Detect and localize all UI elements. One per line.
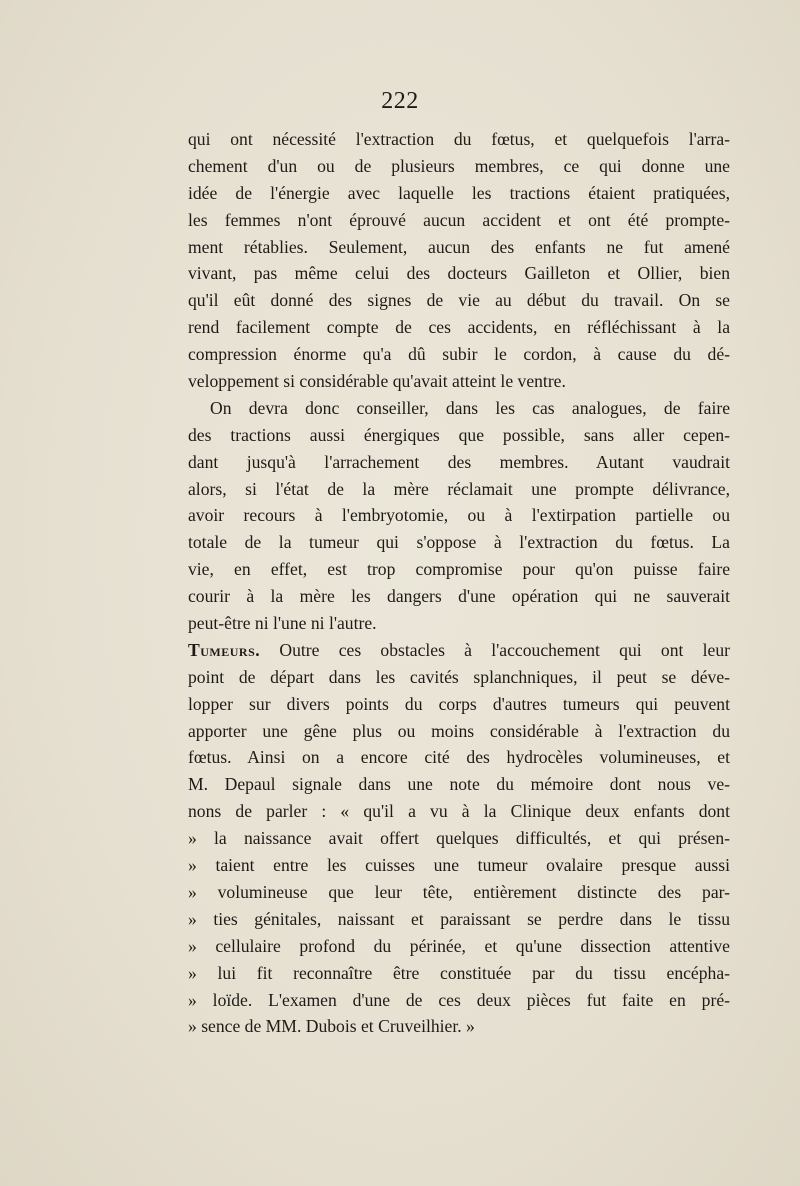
text-line: qu'il eût donné des signes de vie au début du travail. On se [188,290,730,311]
text-line: des tractions aussi énergiques que possible, sans aller cepen- [188,424,730,445]
text-line: les femmes n'ont éprouvé aucun accident et ont été prompte- [188,209,730,230]
text-line: qui ont nécessité l'extraction du fœtus, et quelquefois l'arra- [188,129,730,149]
text-line: courir à la mère les dangers d'une opération qui ne sauverait [188,586,730,607]
text-line: dant jusqu'à l'arrachement des membres. Autant vaudrait [188,451,730,472]
body-text [188,126,730,1040]
text-line: point de départ dans les cavités splanchniques, il peut se déve- [188,666,730,687]
text-line: vie, en effet, est trop compromise pour qu'on puisse faire [188,559,730,580]
text-line: idée de l'énergie avec laquelle les tractions étaient pratiquées, [188,182,730,203]
text-line: Outre ces obstacles à l'accouchement qui ont leur [279,639,730,660]
text-line: » ties génitales, naissant et paraissant se perdre dans le tissu [188,908,730,929]
text-line: » lui fit reconnaître être constituée par du tissu encépha- [188,962,730,983]
text-line: totale de la tumeur qui s'oppose à l'extraction du fœtus. La [188,532,730,553]
section-heading: Tumeurs. [188,639,261,660]
text-line: » volumineuse que leur tête, entièrement distincte des par- [188,881,730,902]
text-line: » taient entre les cuisses une tumeur ovalaire presque aussi [188,855,730,876]
page-number: 222 [381,88,419,114]
text-line: peut-être ni l'une ni l'autre. [188,613,377,634]
text-line: veloppement si considérable qu'avait atteint le ventre. [188,371,566,392]
text-line: rend facilement compte de ces accidents, en réfléchissant à la [188,317,730,338]
text-line: On devra donc conseiller, dans les cas analogues, de faire [210,397,730,418]
text-line: nons de parler : « qu'il a vu à la Clinique deux enfants dont [188,801,730,822]
text-line: vivant, pas même celui des docteurs Gailleton et Ollier, bien [188,263,730,284]
text-line: » cellulaire profond du périnée, et qu'une dissection attentive [188,935,730,956]
text-line: compression énorme qu'a dû subir le cordon, à cause du dé- [188,344,730,365]
text-line: » sence de MM. Dubois et Cruveilhier. » [188,1016,475,1037]
text-line: apporter une gêne plus ou moins considérable à l'extraction du [188,720,730,741]
text-line: M. Depaul signale dans une note du mémoire dont nous ve- [188,774,730,795]
section-first-line [188,637,730,664]
text-line: ment rétablies. Seulement, aucun des enfants ne fut amené [188,236,730,257]
text-line: fœtus. Ainsi on a encore cité des hydrocèles volumineuses, et [188,747,730,768]
text-line: » loïde. L'examen d'une de ces deux pièces fut faite en pré- [188,989,730,1010]
text-line: chement d'un ou de plusieurs membres, ce qui donne une [188,155,730,176]
text-line: lopper sur divers points du corps d'autres tumeurs qui peuvent [188,693,730,714]
text-line: » la naissance avait offert quelques difficultés, et qui présen- [188,828,730,849]
text-line: alors, si l'état de la mère réclamait une prompte délivrance, [188,478,730,499]
text-line: avoir recours à l'embryotomie, ou à l'extirpation partielle ou [188,505,730,526]
